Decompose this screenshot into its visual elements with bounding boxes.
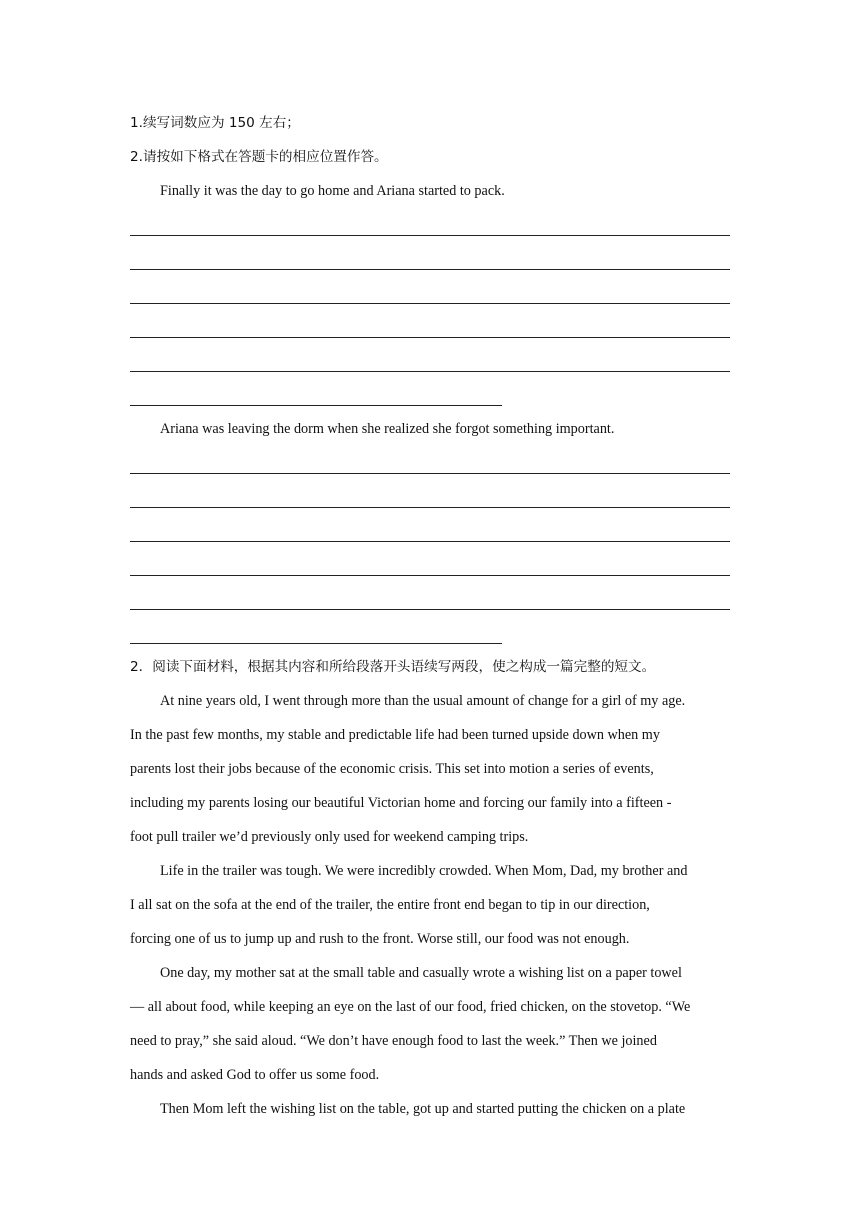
passage-line: forcing one of us to jump up and rush to the front. Worse still, our food was not enough. — [130, 931, 630, 947]
passage-line: At nine years old, I went through more than the usual amount of change for a girl of my age. — [160, 693, 686, 709]
answer-line — [130, 480, 730, 514]
instruction-format: 2.请按如下格式在答题卡的相应位置作答。 — [130, 149, 388, 165]
answer-line-short — [130, 616, 730, 650]
instruction-word-count: 1.续写词数应为 150 左右； — [130, 115, 300, 131]
passage-line: One day, my mother sat at the small table and casually wrote a wishing list on a paper towel — [160, 965, 682, 981]
paragraph-1-opening: Finally it was the day to go home and Ariana started to pack. — [160, 183, 505, 199]
answer-line — [130, 310, 730, 344]
passage-line: Life in the trailer was tough. We were incredibly crowded. When Mom, Dad, my brother and — [160, 863, 688, 879]
passage-line: In the past few months, my stable and predictable life had been turned upside down when my — [130, 727, 660, 743]
answer-line — [130, 344, 730, 378]
passage-line: need to pray,” she said aloud. “We don’t have enough food to last the week.” Then we joined — [130, 1033, 657, 1049]
document-page — [130, 106, 730, 1126]
answer-line — [130, 582, 730, 616]
passage-paragraph-3 — [130, 956, 730, 1092]
answer-line-short — [130, 378, 730, 412]
passage-line: including my parents losing our beautiful Victorian home and forcing our family into a fifteen - — [130, 795, 672, 811]
answer-line — [130, 242, 730, 276]
passage-line: parents lost their jobs because of the economic crisis. This set into motion a series of events, — [130, 761, 654, 777]
answer-line — [130, 446, 730, 480]
answer-line — [130, 514, 730, 548]
passage-paragraph-4 — [130, 1092, 730, 1126]
passage-line: Then Mom left the wishing list on the table, got up and started putting the chicken on a plate — [160, 1101, 686, 1117]
passage-paragraph-2 — [130, 854, 730, 956]
passage-line: — all about food, while keeping an eye on the last of our food, fried chicken, on the stovetop. “We — [130, 999, 691, 1015]
paragraph-2-opening: Ariana was leaving the dorm when she realized she forgot something important. — [160, 421, 615, 437]
answer-line — [130, 548, 730, 582]
passage-paragraph-1 — [130, 684, 730, 854]
question-2-heading: 2．阅读下面材料，根据其内容和所给段落开头语续写两段，使之构成一篇完整的短文。 — [130, 659, 656, 675]
answer-line — [130, 208, 730, 242]
answer-line — [130, 276, 730, 310]
passage-line: I all sat on the sofa at the end of the trailer, the entire front end began to tip in our direction, — [130, 897, 650, 913]
passage-line: foot pull trailer we’d previously only used for weekend camping trips. — [130, 829, 529, 845]
passage-line: hands and asked God to offer us some food. — [130, 1067, 380, 1083]
